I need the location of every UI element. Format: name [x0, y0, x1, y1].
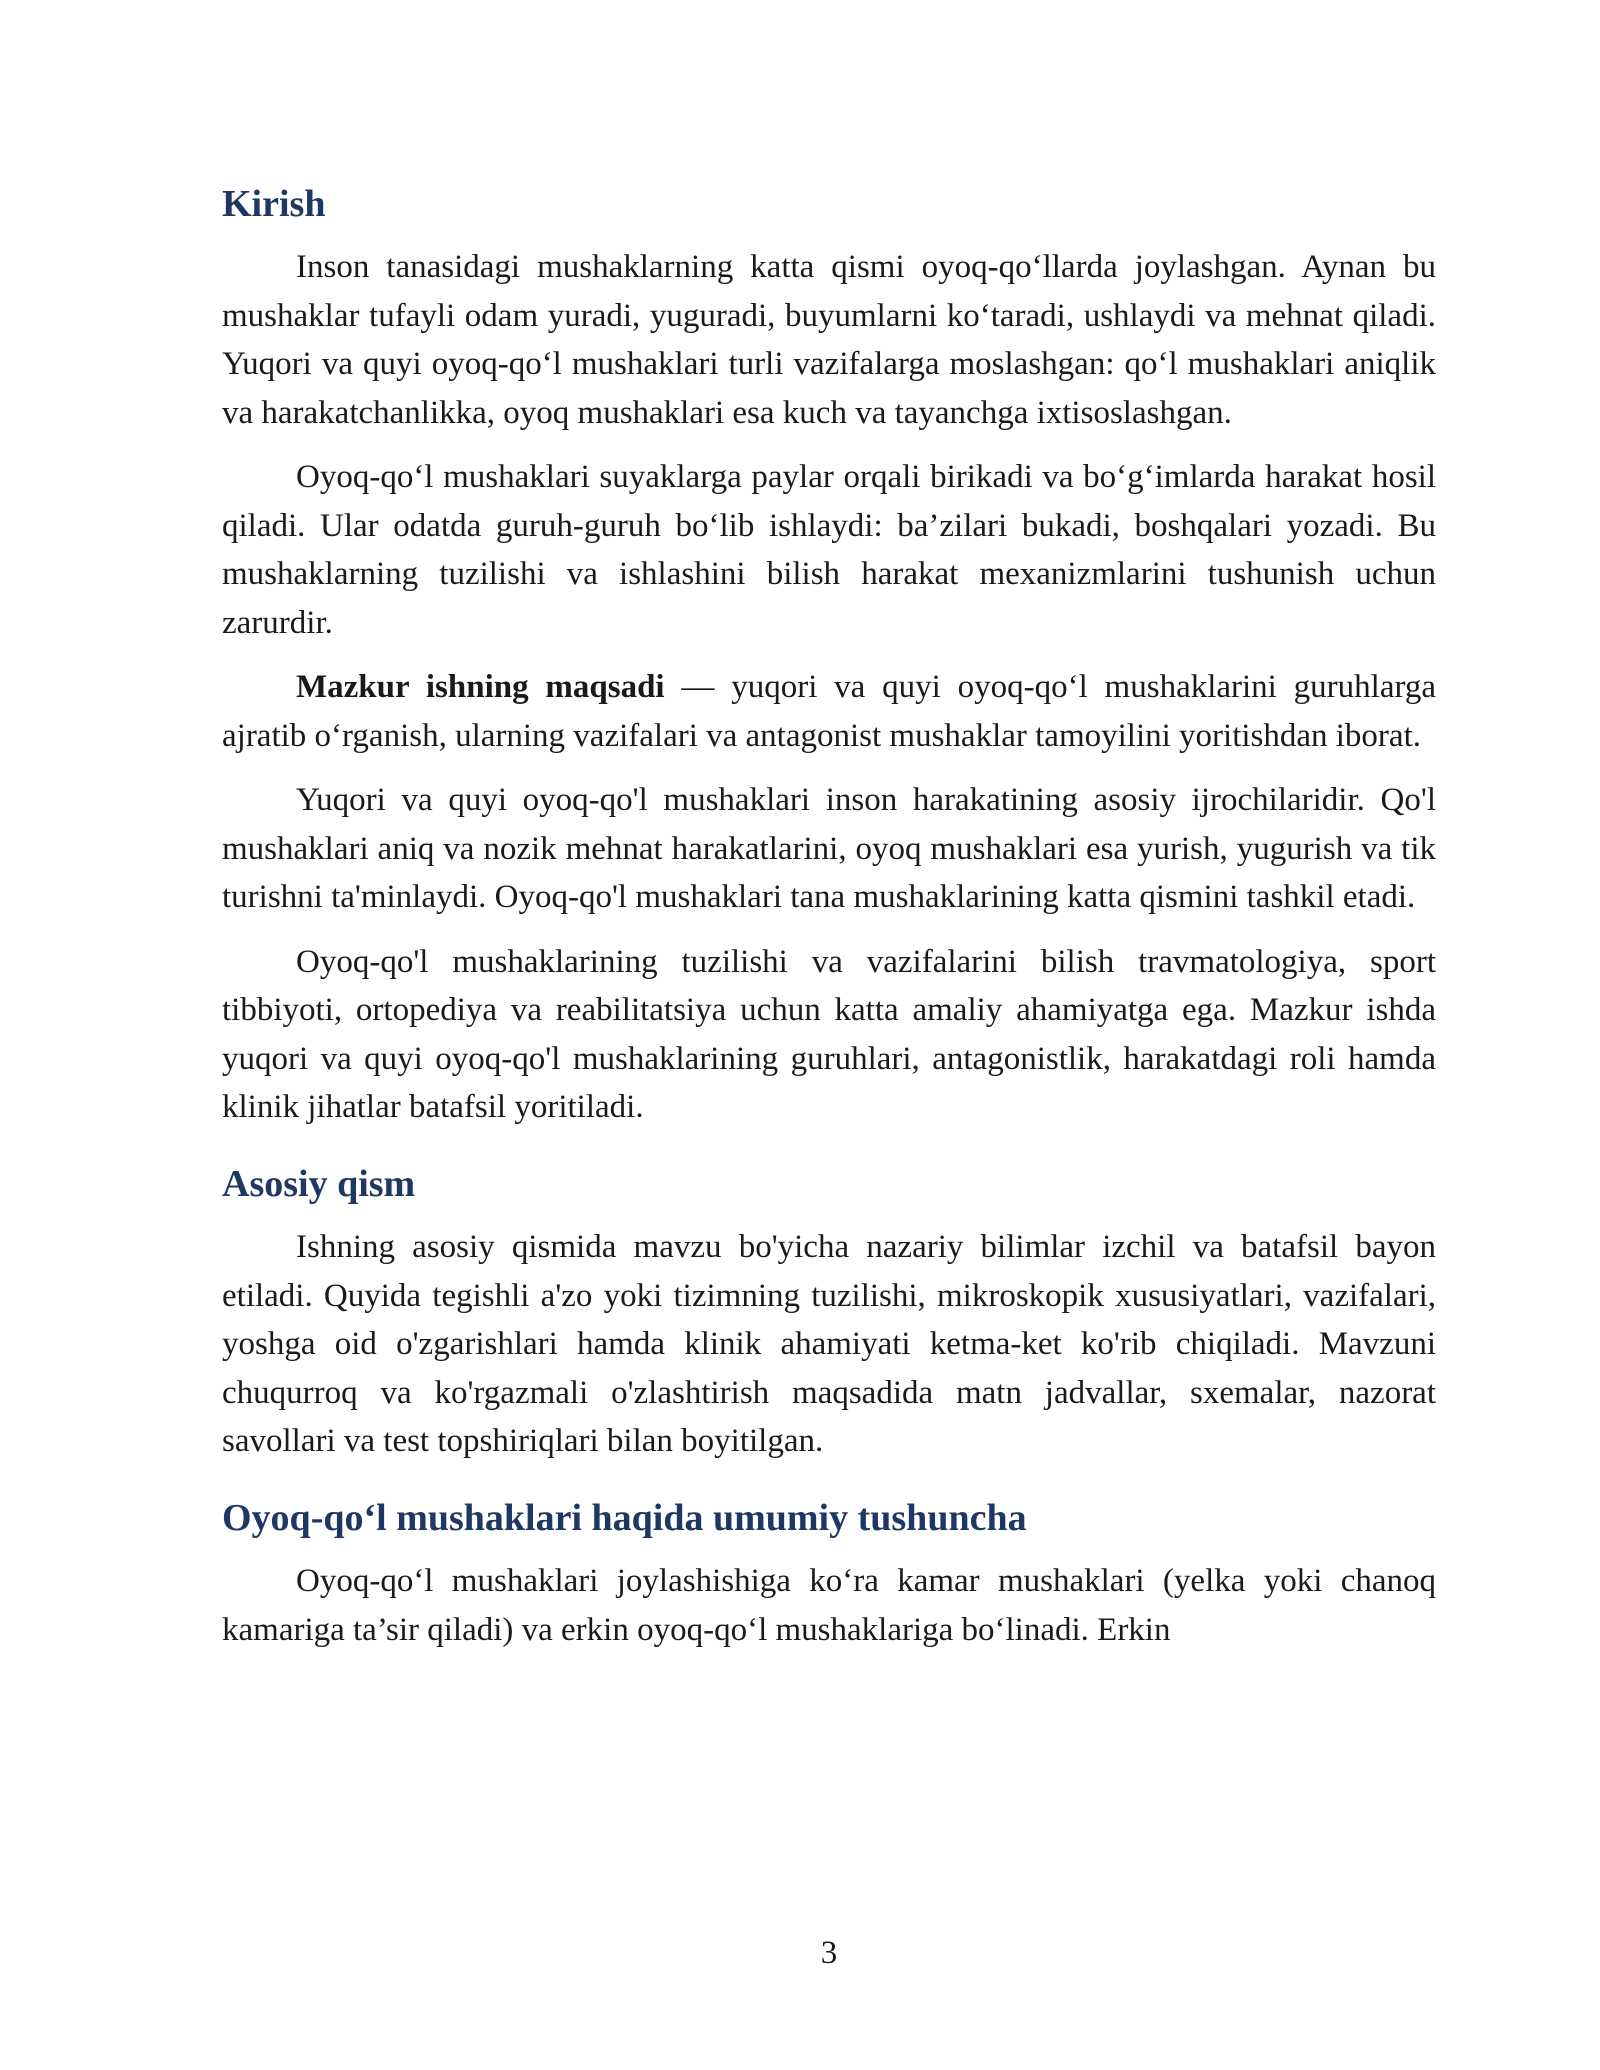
- section-heading-asosiy-qism: Asosiy qism: [222, 1162, 416, 1205]
- aim-text: — yuqori va quyi oyoq-qo‘l mushaklarini guruhlarga ajratib o‘rganish, ularning vazifalari va antagonist mushaklar tamoyilini yoritishdan iborat.: [222, 669, 1437, 754]
- paragraph: Oyoq-qo'l mushaklarining tuzilishi va vazifalarini bilish travmatologiya, sport tibbiyoti, ortopediya va reabilitatsiya uchun katta amaliy ahamiyatga ega. Mazkur ishda yuqori va quyi oyoq-qo'l mushaklarining guruhlari, antagonistlik, harakatdagi roli hamda klinik jihatlar batafsil yoritiladi.: [222, 943, 1436, 1126]
- aim-label: Mazkur ishning maqsadi: [296, 669, 665, 706]
- paragraph: Ishning asosiy qismida mavzu bo'yicha nazariy bilimlar izchil va batafsil bayon etiladi. Quyida tegishli a'zo yoki tizimning tuzilishi, mikroskopik xususiyatlari, vazifalari, yoshga oid o'zgarishlari hamda klinik ahamiyati ketma-ket ko'rib chiqiladi. Mavzuni chuqurroq va ko'rgazmali o'zlashtirish maqsadida matn jadvallar, sxemalar, nazorat savollari va test topshiriqlari bilan boyitilgan.: [222, 1229, 1436, 1460]
- section-heading-kirish: Kirish: [222, 183, 326, 225]
- document-page: [222, 180, 1436, 1670]
- paragraph: Inson tanasidagi mushaklarning katta qismi oyoq-qo‘llarda joylashgan. Aynan bu mushaklar tufayli odam yuradi, yuguradi, buyumlarni ko‘taradi, ushlaydi va mehnat qiladi. Yuqori va quyi oyoq-qo‘l mushaklari turli vazifalarga moslashgan: qo‘l mushaklari aniqlik va harakatchanlikka, oyoq mushaklari esa kuch va tayanchga ixtisoslashgan.: [222, 249, 1436, 431]
- paragraph: Oyoq-qo‘l mushaklari suyaklarga paylar orqali birikadi va bo‘g‘imlarda harakat hosil qiladi. Ular odatda guruh-guruh bo‘lib ishlaydi: ba’zilari bukadi, boshqalari yozadi. Bu mushaklarning tuzilishi va ishlashini bilish harakat mexanizmlarini tushunish uchun zarurdir.: [222, 459, 1436, 641]
- paragraph-aim: [222, 663, 1436, 760]
- page-number: 3: [820, 1935, 838, 1971]
- paragraph: Yuqori va quyi oyoq-qo'l mushaklari inson harakatining asosiy ijrochilaridir. Qo'l mushaklari aniq va nozik mehnat harakatlarini, oyoq mushaklari esa yurish, yugurish va tik turishni ta'minlaydi. Oyoq-qo'l mushaklari tana mushaklarining katta qismini tashkil etadi.: [222, 782, 1436, 916]
- section-heading-umumiy-tushuncha: Oyoq-qo‘l mushaklari haqida umumiy tushuncha: [222, 1496, 1027, 1539]
- paragraph: Oyoq-qo‘l mushaklari joylashishiga ko‘ra kamar mushaklari (yelka yoki chanoq kamariga ta’sir qiladi) va erkin oyoq-qo‘l mushaklariga bo‘linadi. Erkin: [222, 1563, 1436, 1648]
